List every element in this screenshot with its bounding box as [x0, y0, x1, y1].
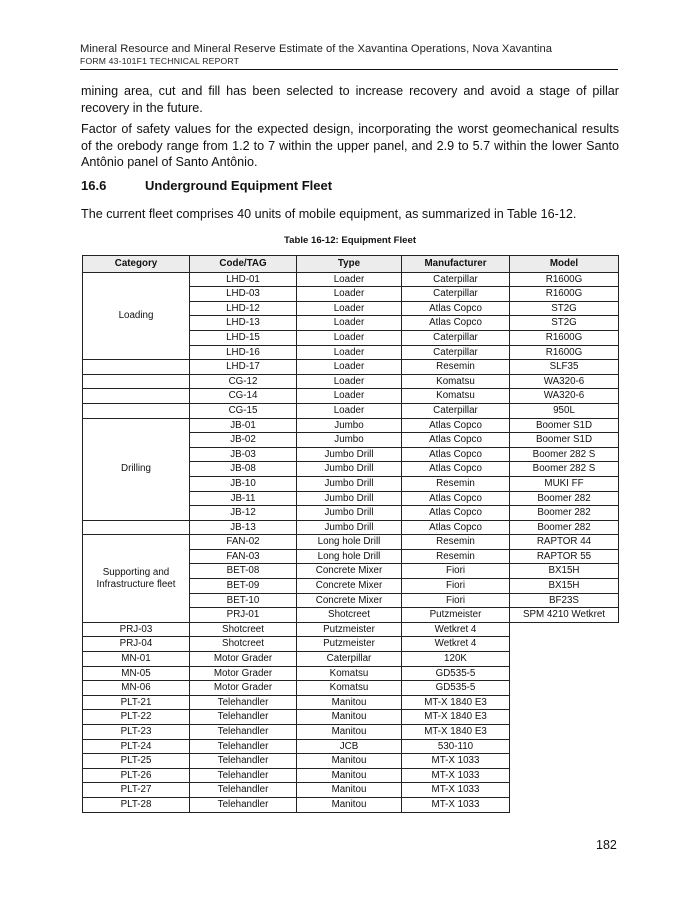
type-cell: Loader: [297, 403, 402, 418]
type-cell: Loader: [297, 330, 402, 345]
code-cell: BET-10: [190, 593, 297, 608]
model-cell: Boomer 282 S: [510, 462, 619, 477]
model-cell: MUKI FF: [510, 476, 619, 491]
manufacturer-cell: Atlas Copco: [402, 433, 510, 448]
type-cell: Jumbo Drill: [297, 506, 402, 521]
manufacturer-cell: Atlas Copco: [402, 520, 510, 535]
type-cell: Concrete Mixer: [297, 579, 402, 594]
table-body: [83, 272, 619, 812]
code-cell: PRJ-04: [83, 637, 190, 652]
manufacturer-cell: Atlas Copco: [402, 491, 510, 506]
table-row: [83, 403, 619, 418]
manufacturer-cell: Atlas Copco: [402, 462, 510, 477]
paragraph-factor-of-safety: Factor of safety values for the expected design, incorporating the worst geomechanical results of the orebody range from 1.2 to 7 within the upper panel, and 2.9 to 5.7 within the lower Santo Antônio panel of Santo Antônio.: [81, 122, 619, 169]
model-cell: MT-X 1840 E3: [402, 725, 510, 740]
category-cell: [83, 360, 190, 375]
manufacturer-cell: Fiori: [402, 564, 510, 579]
page-header: [80, 43, 618, 70]
model-cell: RAPTOR 44: [510, 535, 619, 550]
code-cell: MN-06: [83, 681, 190, 696]
type-cell: Jumbo Drill: [297, 462, 402, 477]
code-cell: PRJ-01: [190, 608, 297, 623]
table-row: [83, 652, 619, 667]
type-cell: Telehandler: [190, 797, 297, 812]
model-cell: BX15H: [510, 579, 619, 594]
code-cell: MN-01: [83, 652, 190, 667]
type-cell: Jumbo Drill: [297, 447, 402, 462]
model-cell: MT-X 1033: [402, 768, 510, 783]
code-cell: JB-03: [190, 447, 297, 462]
model-cell: MT-X 1840 E3: [402, 695, 510, 710]
type-cell: Jumbo: [297, 433, 402, 448]
model-cell: R1600G: [510, 287, 619, 302]
type-cell: Long hole Drill: [297, 535, 402, 550]
model-cell: WA320-6: [510, 389, 619, 404]
code-cell: PLT-24: [83, 739, 190, 754]
section-heading: [81, 178, 332, 193]
type-cell: Loader: [297, 389, 402, 404]
code-cell: JB-12: [190, 506, 297, 521]
model-cell: R1600G: [510, 345, 619, 360]
code-cell: CG-15: [190, 403, 297, 418]
type-cell: Shotcreet: [190, 637, 297, 652]
table-row: [83, 725, 619, 740]
code-cell: PLT-28: [83, 797, 190, 812]
code-cell: PLT-23: [83, 725, 190, 740]
model-cell: 950L: [510, 403, 619, 418]
table-row: [83, 374, 619, 389]
type-cell: Telehandler: [190, 783, 297, 798]
code-cell: JB-01: [190, 418, 297, 433]
table-header-row: [83, 256, 619, 273]
manufacturer-cell: Putzmeister: [297, 622, 402, 637]
type-cell: Telehandler: [190, 768, 297, 783]
manufacturer-cell: Komatsu: [402, 389, 510, 404]
type-cell: Long hole Drill: [297, 549, 402, 564]
code-cell: FAN-02: [190, 535, 297, 550]
category-cell: Loading: [83, 272, 190, 360]
category-cell: Supporting and Infrastructure fleet: [83, 535, 190, 623]
manufacturer-cell: Atlas Copco: [402, 316, 510, 331]
code-cell: JB-11: [190, 491, 297, 506]
code-cell: CG-14: [190, 389, 297, 404]
model-cell: Boomer 282: [510, 506, 619, 521]
manufacturer-cell: Resemin: [402, 535, 510, 550]
type-cell: Loader: [297, 316, 402, 331]
model-cell: 120K: [402, 652, 510, 667]
code-cell: JB-02: [190, 433, 297, 448]
type-cell: Motor Grader: [190, 681, 297, 696]
equipment-fleet-table: [82, 255, 619, 813]
column-header-manufacturer: Manufacturer: [402, 256, 510, 273]
model-cell: MT-X 1033: [402, 754, 510, 769]
code-cell: PRJ-03: [83, 622, 190, 637]
model-cell: Boomer 282: [510, 491, 619, 506]
model-cell: BF23S: [510, 593, 619, 608]
model-cell: Wetkret 4: [402, 622, 510, 637]
model-cell: 530-110: [402, 739, 510, 754]
manufacturer-cell: Resemin: [402, 549, 510, 564]
manufacturer-cell: Caterpillar: [402, 330, 510, 345]
code-cell: PLT-21: [83, 695, 190, 710]
model-cell: RAPTOR 55: [510, 549, 619, 564]
table-row: [83, 797, 619, 812]
category-cell: [83, 374, 190, 389]
type-cell: Jumbo Drill: [297, 520, 402, 535]
paragraph-fleet-summary: The current fleet comprises 40 units of mobile equipment, as summarized in Table 16-12.: [81, 207, 577, 221]
type-cell: Concrete Mixer: [297, 564, 402, 579]
manufacturer-cell: Caterpillar: [402, 272, 510, 287]
manufacturer-cell: Caterpillar: [297, 652, 402, 667]
model-cell: MT-X 1033: [402, 783, 510, 798]
manufacturer-cell: Manitou: [297, 710, 402, 725]
code-cell: LHD-13: [190, 316, 297, 331]
manufacturer-cell: Atlas Copco: [402, 418, 510, 433]
manufacturer-cell: Caterpillar: [402, 345, 510, 360]
code-cell: MN-05: [83, 666, 190, 681]
model-cell: GD535-5: [402, 681, 510, 696]
manufacturer-cell: Atlas Copco: [402, 506, 510, 521]
table-row: [83, 768, 619, 783]
category-cell: [83, 520, 190, 535]
manufacturer-cell: Manitou: [297, 783, 402, 798]
table-row: [83, 710, 619, 725]
model-cell: SLF35: [510, 360, 619, 375]
type-cell: Loader: [297, 287, 402, 302]
model-cell: MT-X 1840 E3: [402, 710, 510, 725]
category-cell: [83, 389, 190, 404]
code-cell: CG-12: [190, 374, 297, 389]
type-cell: Loader: [297, 345, 402, 360]
paragraph-cut-and-fill: mining area, cut and fill has been selected to increase recovery and avoid a stage of pillar recovery in the future.: [81, 84, 619, 115]
code-cell: LHD-17: [190, 360, 297, 375]
manufacturer-cell: Resemin: [402, 360, 510, 375]
type-cell: Loader: [297, 360, 402, 375]
category-cell: Drilling: [83, 418, 190, 520]
code-cell: LHD-15: [190, 330, 297, 345]
table-caption: Table 16-12: Equipment Fleet: [283, 235, 417, 246]
code-cell: JB-10: [190, 476, 297, 491]
manufacturer-cell: Resemin: [402, 476, 510, 491]
column-header-code: Code/TAG: [190, 256, 297, 273]
model-cell: ST2G: [510, 316, 619, 331]
category-cell: [83, 403, 190, 418]
type-cell: Telehandler: [190, 710, 297, 725]
type-cell: Loader: [297, 301, 402, 316]
table-row: [83, 681, 619, 696]
manufacturer-cell: JCB: [297, 739, 402, 754]
table-row: [83, 783, 619, 798]
manufacturer-cell: Komatsu: [402, 374, 510, 389]
type-cell: Concrete Mixer: [297, 593, 402, 608]
model-cell: GD535-5: [402, 666, 510, 681]
manufacturer-cell: Putzmeister: [402, 608, 510, 623]
report-form: FORM 43-101F1 TECHNICAL REPORT: [80, 56, 240, 66]
code-cell: BET-09: [190, 579, 297, 594]
model-cell: Boomer S1D: [510, 433, 619, 448]
table-row: [83, 272, 619, 287]
code-cell: JB-13: [190, 520, 297, 535]
model-cell: MT-X 1033: [402, 797, 510, 812]
manufacturer-cell: Fiori: [402, 593, 510, 608]
model-cell: Wetkret 4: [402, 637, 510, 652]
manufacturer-cell: Manitou: [297, 754, 402, 769]
manufacturer-cell: Putzmeister: [297, 637, 402, 652]
type-cell: Loader: [297, 272, 402, 287]
type-cell: Shotcreet: [190, 622, 297, 637]
page-number: 182: [596, 838, 617, 852]
code-cell: FAN-03: [190, 549, 297, 564]
type-cell: Jumbo Drill: [297, 491, 402, 506]
code-cell: LHD-03: [190, 287, 297, 302]
table-row: [83, 695, 619, 710]
manufacturer-cell: Manitou: [297, 797, 402, 812]
model-cell: R1600G: [510, 272, 619, 287]
type-cell: Telehandler: [190, 695, 297, 710]
manufacturer-cell: Komatsu: [297, 666, 402, 681]
type-cell: Jumbo Drill: [297, 476, 402, 491]
type-cell: Telehandler: [190, 725, 297, 740]
type-cell: Telehandler: [190, 739, 297, 754]
table-row: [83, 418, 619, 433]
manufacturer-cell: Atlas Copco: [402, 447, 510, 462]
model-cell: Boomer S1D: [510, 418, 619, 433]
table-row: [83, 622, 619, 637]
column-header-type: Type: [297, 256, 402, 273]
type-cell: Jumbo: [297, 418, 402, 433]
section-number: 16.6: [81, 178, 107, 193]
code-cell: LHD-01: [190, 272, 297, 287]
code-cell: LHD-16: [190, 345, 297, 360]
model-cell: ST2G: [510, 301, 619, 316]
code-cell: LHD-12: [190, 301, 297, 316]
code-cell: PLT-25: [83, 754, 190, 769]
code-cell: JB-08: [190, 462, 297, 477]
table-row: [83, 754, 619, 769]
type-cell: Motor Grader: [190, 666, 297, 681]
table-row: [83, 637, 619, 652]
type-cell: Loader: [297, 374, 402, 389]
model-cell: Boomer 282: [510, 520, 619, 535]
column-header-category: Category: [83, 256, 190, 273]
manufacturer-cell: Atlas Copco: [402, 301, 510, 316]
model-cell: SPM 4210 Wetkret: [510, 608, 619, 623]
manufacturer-cell: Manitou: [297, 695, 402, 710]
type-cell: Motor Grader: [190, 652, 297, 667]
table-row: [83, 389, 619, 404]
table-row: [83, 520, 619, 535]
code-cell: PLT-22: [83, 710, 190, 725]
manufacturer-cell: Fiori: [402, 579, 510, 594]
model-cell: WA320-6: [510, 374, 619, 389]
code-cell: PLT-26: [83, 768, 190, 783]
table-row: [83, 739, 619, 754]
manufacturer-cell: Komatsu: [297, 681, 402, 696]
model-cell: R1600G: [510, 330, 619, 345]
table-row: [83, 666, 619, 681]
table-row: [83, 360, 619, 375]
section-title: Underground Equipment Fleet: [145, 178, 333, 193]
model-cell: BX15H: [510, 564, 619, 579]
type-cell: Telehandler: [190, 754, 297, 769]
manufacturer-cell: Caterpillar: [402, 403, 510, 418]
code-cell: PLT-27: [83, 783, 190, 798]
column-header-model: Model: [510, 256, 619, 273]
code-cell: BET-08: [190, 564, 297, 579]
table-row: [83, 535, 619, 550]
manufacturer-cell: Manitou: [297, 768, 402, 783]
manufacturer-cell: Manitou: [297, 725, 402, 740]
model-cell: Boomer 282 S: [510, 447, 619, 462]
report-title: Mineral Resource and Mineral Reserve Estimate of the Xavantina Operations, Nova Xavantina: [80, 43, 553, 55]
type-cell: Shotcreet: [297, 608, 402, 623]
manufacturer-cell: Caterpillar: [402, 287, 510, 302]
